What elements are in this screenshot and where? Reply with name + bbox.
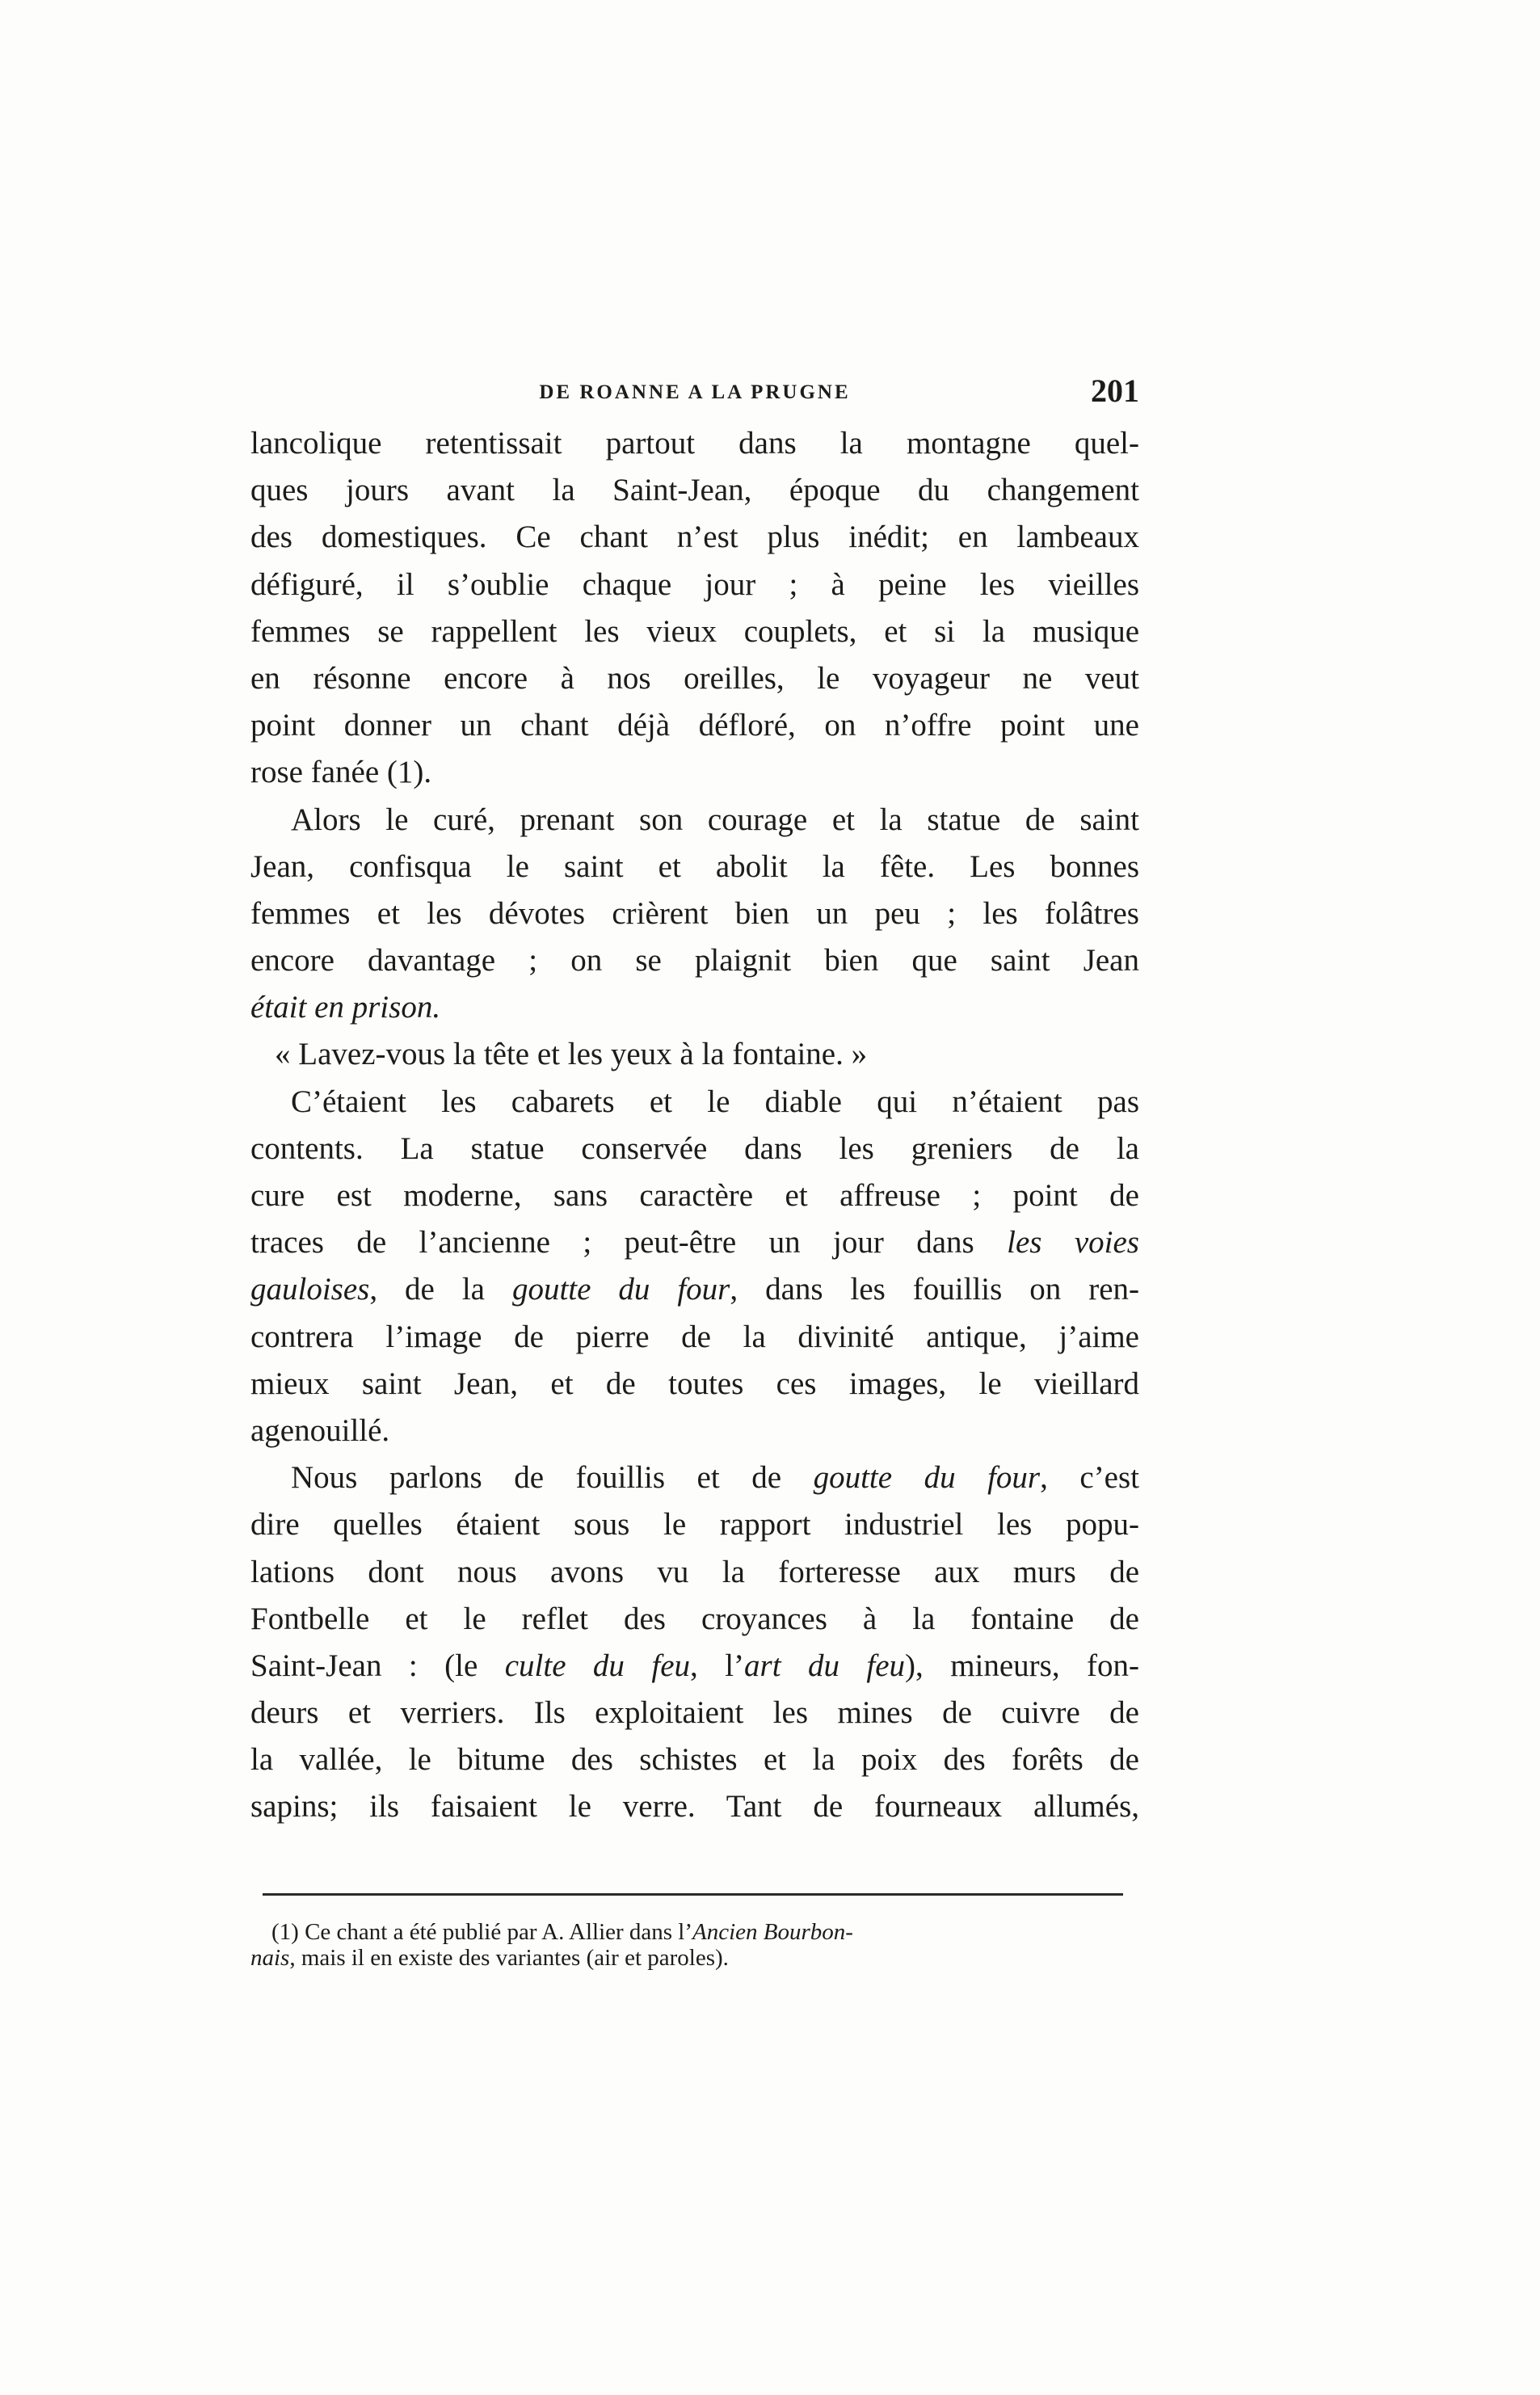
italic-text: culte du feu — [504, 1648, 691, 1683]
text-line: sapins; ils faisaient le verre. Tant de fourneaux allumés, — [250, 1789, 1139, 1825]
text-line: lations dont nous avons vu la forteresse aux murs de — [250, 1554, 1139, 1589]
italic-text: Ancien Bourbon- — [692, 1919, 853, 1945]
text-line: agenouillé. — [250, 1412, 390, 1448]
italic-text: nais — [250, 1945, 290, 1971]
text-run: Saint-Jean : (le — [250, 1648, 478, 1683]
text-run: ), mineurs, fon- — [905, 1648, 1139, 1683]
text-line: « Lavez-vous la tête et les yeux à la fontaine. » — [275, 1037, 868, 1072]
text-line — [250, 1219, 1139, 1266]
text-line: des domestiques. Ce chant n’est plus inédit; en lambeaux — [250, 520, 1139, 555]
page-number: 201 — [1091, 373, 1139, 409]
running-head — [250, 370, 1139, 419]
text-line: contrera l’image de pierre de la divinité antique, j’aime — [250, 1319, 1139, 1354]
text-line: encore davantage ; on se plaignit bien que saint Jean — [250, 943, 1139, 979]
text-line: deurs et verriers. Ils exploitaient les mines de cuivre de — [250, 1695, 1139, 1731]
text-line: cure est moderne, sans caractère et affreuse ; point de — [250, 1178, 1139, 1213]
text-line: Jean, confisqua le saint et abolit la fête. Les bonnes — [250, 848, 1139, 884]
text-line: Fontbelle et le reflet des croyances à la fontaine de — [250, 1601, 1139, 1636]
text-line: dire quelles étaient sous le rapport industriel les popu- — [250, 1507, 1139, 1543]
footnotes — [250, 1919, 1131, 1971]
text-line: en résonne encore à nos oreilles, le voyageur ne veut — [250, 660, 1139, 696]
text-line: la vallée, le bitume des schistes et la poix des forêts de — [250, 1742, 1139, 1778]
text-run: , l’ — [690, 1648, 745, 1683]
text-run: , de la — [369, 1272, 485, 1307]
italic-text: art du feu — [744, 1648, 906, 1683]
text-line — [250, 1454, 1139, 1501]
italic-text: les voies — [1007, 1225, 1139, 1261]
text-line: femmes se rappellent les vieux couplets, et si la musique — [250, 613, 1139, 649]
text-run: Nous parlons de fouillis et de — [291, 1460, 782, 1496]
italic-text: était en prison. — [250, 990, 441, 1025]
text-run: traces de l’ancienne ; peut-être un jour dans — [250, 1225, 974, 1261]
text-line: contents. La statue conservée dans les greniers de la — [250, 1130, 1139, 1166]
italic-text: goutte du four — [813, 1460, 1041, 1496]
footnote-line — [250, 1945, 1131, 1971]
italic-text: gauloises — [250, 1272, 370, 1307]
text-line: C’étaient les cabarets et le diable qui n’étaient pas — [291, 1084, 1139, 1119]
text-run: , c’est — [1040, 1460, 1140, 1496]
text-line: Alors le curé, prenant son courage et la statue de saint — [291, 802, 1139, 837]
body-text — [250, 420, 1139, 1831]
footnote-rule — [263, 1893, 1123, 1896]
text-line — [250, 1266, 1139, 1313]
text-line: mieux saint Jean, et de toutes ces images, le vieillard — [250, 1366, 1139, 1401]
footnote-line — [250, 1919, 1131, 1945]
running-title: DE ROANNE A LA PRUGNE — [539, 381, 851, 403]
text-line: femmes et les dévotes crièrent bien un peu ; les folâtres — [250, 895, 1139, 931]
text-line: défiguré, il s’oublie chaque jour ; à peine les vieilles — [250, 566, 1139, 602]
italic-text: goutte du four — [511, 1272, 730, 1307]
text-run: , mais il en existe des variantes (air et paroles). — [289, 1945, 729, 1971]
text-line: point donner un chant déjà défloré, on n’offre point une — [250, 708, 1139, 743]
text-run: , dans les fouillis on ren- — [730, 1272, 1139, 1307]
text-line — [250, 984, 1139, 1031]
text-run: (1) Ce chant a été publié par A. Allier dans l’ — [271, 1919, 693, 1945]
text-line: lancolique retentissait partout dans la montagne quel- — [250, 426, 1139, 461]
text-line: ques jours avant la Saint-Jean, époque du changement — [250, 473, 1139, 508]
text-line: rose fanée (1). — [250, 755, 432, 790]
text-line — [250, 1643, 1139, 1690]
